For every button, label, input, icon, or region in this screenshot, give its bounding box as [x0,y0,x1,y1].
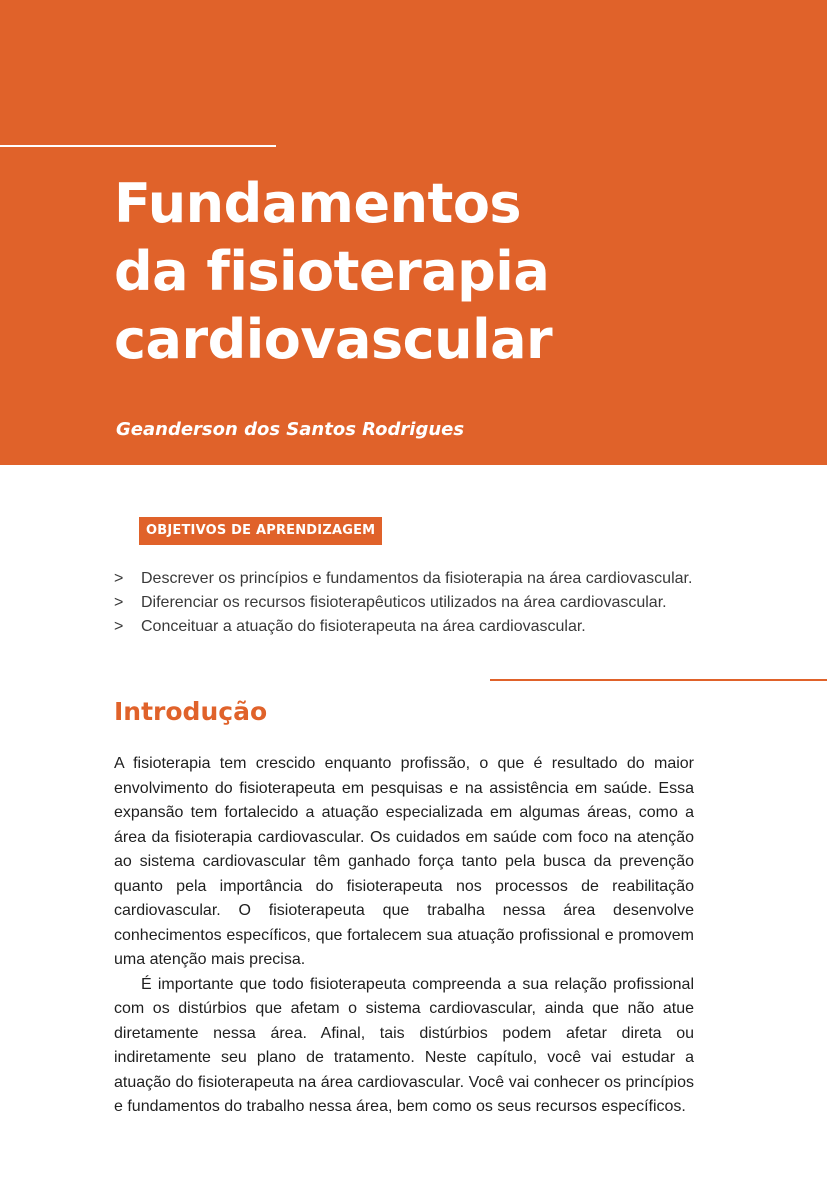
objective-item [114,615,734,639]
chapter-author: Geanderson dos Santos Rodrigues [116,419,465,440]
chapter-title-line: cardiovascular [114,308,553,371]
introduction-heading: Introdução [114,697,268,726]
chapter-title-line: da fisioterapia [114,240,550,303]
objective-item [114,591,734,615]
objective-text: Diferenciar os recursos fisioterapêuticos utilizados na área cardiovascular. [141,594,667,611]
chevron-right-icon: > [114,570,124,587]
chevron-right-icon: > [114,618,124,635]
introduction-paragraph: A fisioterapia tem crescido enquanto profissão, o que é resultado do maior envolvimento do fisioterapeuta em pesquisas e na assistência em saúde. Essa expansão tem fortalecido a atuação especializada em algumas áreas, como a área da fisioterapia cardiovascular. Os cuidados em saúde com foco na atenção ao sistema cardiovascular têm ganhado força tanto pela busca da prevenção quanto pela importância do fisioterapeuta nos processos de reabilitação cardiovascular. O fisioterapeuta que trabalha nessa área desenvolve conhecimentos específicos, que fortalecem sua atuação profissional e promovem uma atenção mais precisa. [114,755,694,968]
chevron-right-icon: > [114,594,124,611]
learning-objectives-label: OBJETIVOS DE APRENDIZAGEM [139,517,382,545]
objective-text: Conceituar a atuação do fisioterapeuta na área cardiovascular. [141,618,586,635]
objective-text: Descrever os princípios e fundamentos da fisioterapia na área cardiovascular. [141,570,693,587]
chapter-title-line: Fundamentos [114,172,522,235]
introduction-paragraph: É importante que todo fisioterapeuta compreenda a sua relação profissional com os distúrbios que afetam o sistema cardiovascular, ainda que não atue diretamente nessa área. Afinal, tais distúrbios podem afetar direta ou indiretamente seu plano de tratamento. Neste capítulo, você vai estudar a atuação do fisioterapeuta na área cardiovascular. Você vai conhecer os princípios e fundamentos do trabalho nessa área, bem como os seus recursos específicos. [114,975,694,1115]
chapter-header-banner [0,0,827,465]
introduction-body [114,752,694,1120]
header-divider-line [0,145,276,147]
section-divider-line [490,679,827,681]
objective-item [114,567,734,591]
learning-objectives-list [114,567,734,639]
chapter-title [114,170,794,374]
